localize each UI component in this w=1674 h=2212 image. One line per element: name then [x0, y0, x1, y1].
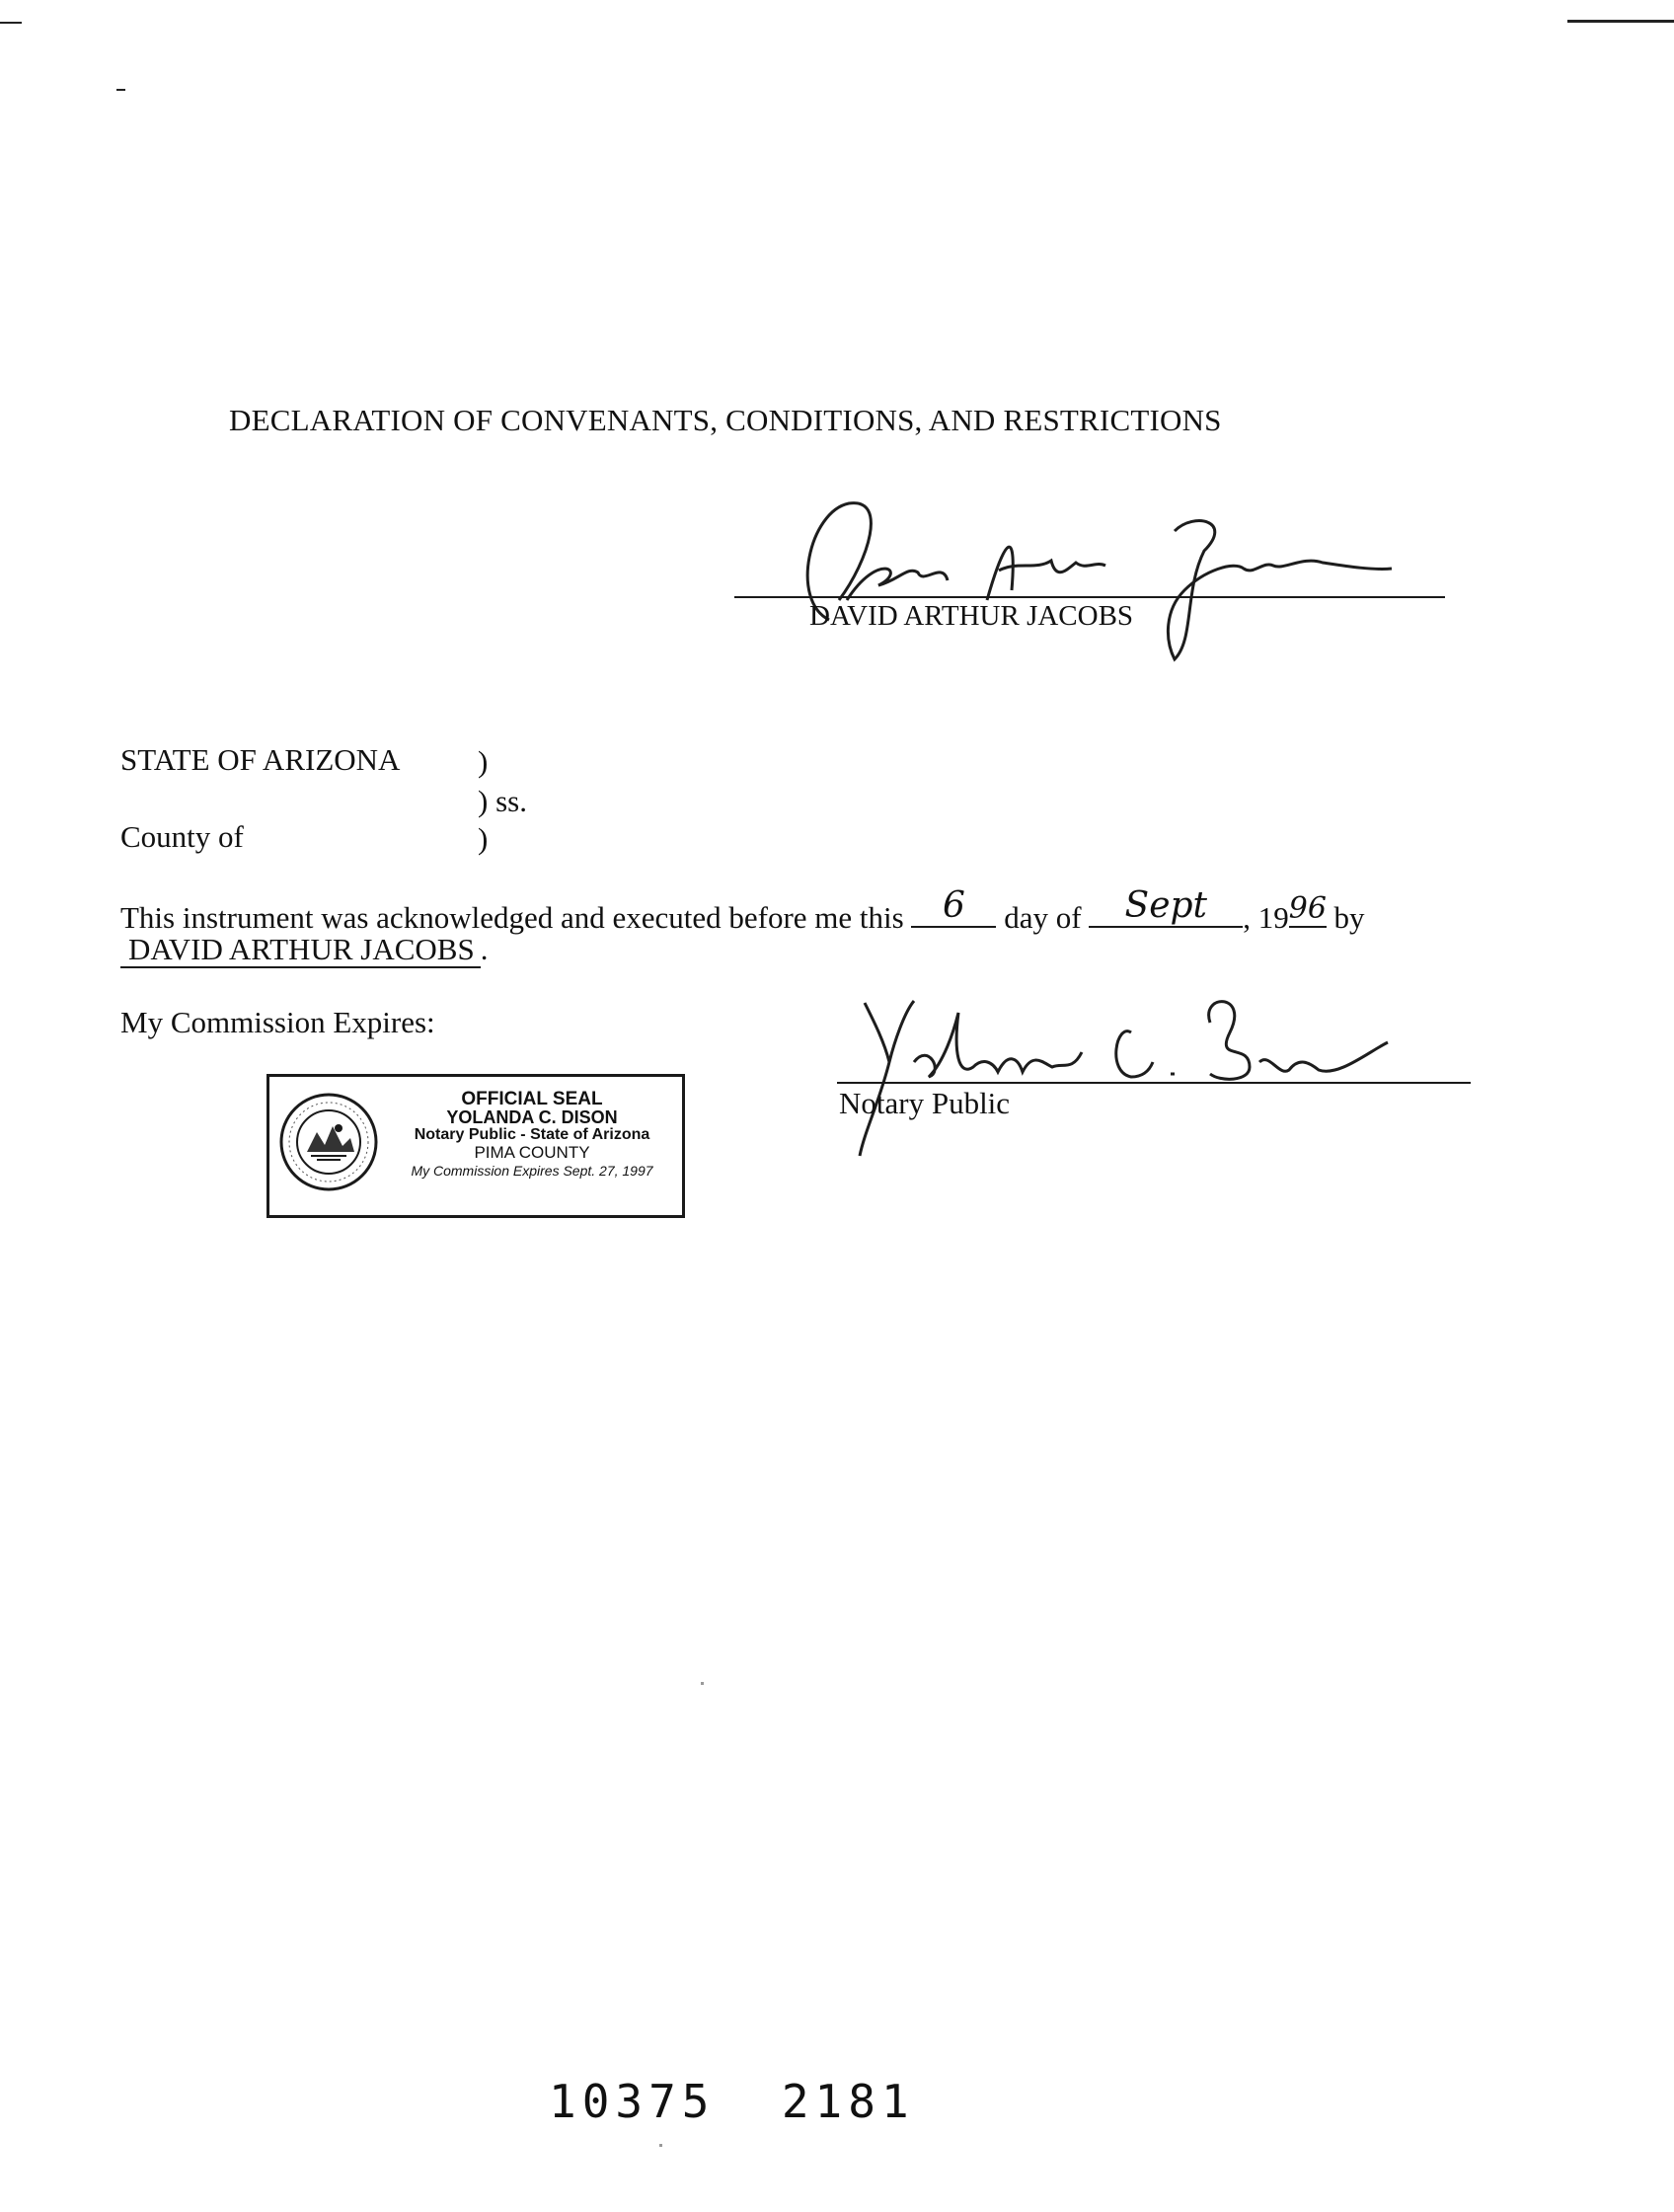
ack-day-value: 6	[943, 885, 965, 926]
scan-speck	[701, 1682, 704, 1685]
seal-emblem-drawing	[277, 1091, 380, 1193]
arizona-state-seal-emblem	[277, 1091, 380, 1193]
seal-line-name: YOLANDA C. DISON	[446, 1107, 618, 1127]
venue-paren-3: )	[478, 821, 489, 856]
ack-period: .	[480, 932, 489, 966]
seal-line-official: OFFICIAL SEAL	[461, 1089, 603, 1109]
declarant-signature-drawing	[770, 492, 1441, 669]
ack-year-blank	[1288, 891, 1327, 928]
notary-signature-drawing	[835, 983, 1408, 1161]
official-seal-stamp	[266, 1074, 685, 1218]
ack-text-day-of: day of	[1004, 900, 1082, 935]
ack-text-before-day: This instrument was acknowledged and executed before me this	[120, 900, 904, 935]
seal-text-block	[384, 1091, 680, 1180]
venue-paren-1: )	[478, 744, 489, 779]
ack-day-blank	[911, 885, 996, 928]
ack-text-by: by	[1333, 900, 1365, 935]
ack-month-blank	[1089, 885, 1243, 928]
acknowledgment-line	[120, 885, 1365, 936]
scan-mark-top-right	[1567, 20, 1674, 23]
ack-year-prefix: , 19	[1243, 900, 1289, 935]
ack-person-name: DAVID ARTHUR JACOBS	[120, 932, 481, 968]
notary-public-label: Notary Public	[839, 1086, 1011, 1120]
declarant-signature-line	[734, 596, 1445, 598]
state-label: STATE OF ARIZONA	[120, 742, 401, 777]
document-title: DECLARATION OF CONVENANTS, CONDITIONS, AND RESTRICTIONS	[229, 403, 1222, 437]
scan-speck-bottom	[659, 2144, 662, 2147]
document-recording-number: 10375 2181	[549, 2075, 915, 2128]
seal-line-title: Notary Public - State of Arizona	[414, 1126, 650, 1143]
declarant-signature	[770, 492, 1441, 669]
commission-expires-label: My Commission Expires:	[120, 1005, 435, 1039]
seal-line-expiration: My Commission Expires Sept. 27, 1997	[411, 1163, 653, 1179]
declarant-printed-name: DAVID ARTHUR JACOBS	[809, 600, 1134, 632]
notary-signature	[835, 983, 1408, 1161]
ack-month-value: Sept	[1124, 885, 1208, 926]
notary-signature-line	[837, 1082, 1471, 1084]
scan-mark-small	[116, 89, 125, 91]
ack-year-value: 96	[1288, 891, 1327, 926]
county-label: County of	[120, 819, 244, 854]
seal-line-county: PIMA COUNTY	[474, 1143, 590, 1162]
acknowledgment-person-line	[120, 932, 488, 967]
scan-mark-top-left	[0, 22, 22, 24]
venue-paren-ss: ) ss.	[478, 784, 527, 818]
